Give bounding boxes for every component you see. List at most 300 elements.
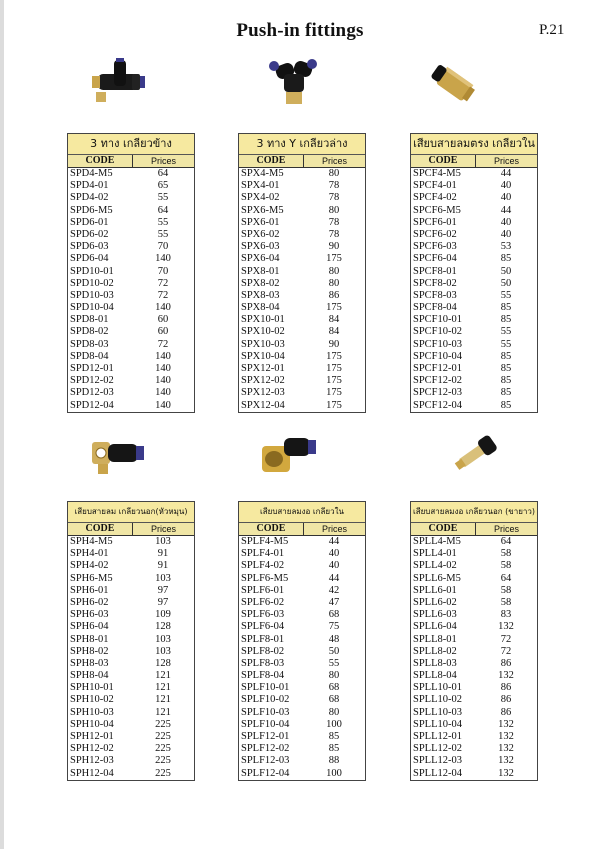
table-row [411,205,537,217]
product-price: 88 [328,755,340,767]
product-code: SPX4-01 [241,180,280,192]
product-code: SPCF8-01 [413,265,457,277]
table-row [411,375,537,387]
product-code: SPX8-01 [241,265,280,277]
product-code: SPLF10-04 [241,718,290,730]
table-row [411,241,537,253]
product-price: 50 [328,645,340,657]
product-code: SPLF10-03 [241,706,290,718]
product-code: SPLL10-01 [413,682,463,694]
prices-header: Prices [132,155,194,167]
table-row [239,646,365,658]
product-code: SPCF12-03 [413,387,463,399]
category-title: เสียบสายลมงอ เกลียวนอก (ขายาว) [411,502,537,523]
table-row [411,560,537,572]
product-price: 40 [500,228,512,240]
code-header: CODE [256,155,286,166]
table-row [239,192,365,204]
product-price: 140 [155,350,171,362]
product-code: SPH8-04 [70,670,109,682]
product-code: SPD8-01 [70,314,109,326]
table-row [239,229,365,241]
product-code: SPX12-02 [241,375,285,387]
product-price: 132 [498,731,514,742]
table-row [239,205,365,217]
product-code: SPCF8-02 [413,277,457,289]
table-body [411,168,537,412]
table-row [68,597,194,609]
product-price: 85 [500,375,512,387]
table-row [68,387,194,399]
product-price: 55 [157,228,169,240]
product-code: SPD6-01 [70,216,109,228]
product-price: 55 [500,289,512,301]
product-code: SPH10-01 [70,682,114,694]
product-code: SPX10-04 [241,350,285,362]
product-price: 40 [328,560,340,572]
product-price: 40 [328,548,340,560]
table-row [411,290,537,302]
product-code: SPX10-02 [241,326,285,338]
product-price: 84 [328,326,340,338]
product-code: SPLL4-M5 [413,536,461,547]
product-price: 85 [500,314,512,326]
product-price: 60 [157,326,169,338]
straight-female-thread-fitting-image [424,60,484,110]
product-price: 175 [326,350,342,362]
table-row [68,363,194,375]
product-price: 44 [500,204,512,216]
product-code: SPLF6-02 [241,596,285,608]
product-price: 55 [328,657,340,669]
product-price: 140 [155,302,171,314]
table-row [239,609,365,621]
product-code: SPCF4-M5 [413,168,461,179]
table-row [239,548,365,560]
product-code: SPH10-02 [70,694,114,706]
category-title: 3 ทาง Y เกลียวล่าง [239,134,365,155]
product-price: 78 [328,192,340,204]
product-price: 103 [155,536,171,547]
product-price: 140 [155,253,171,265]
product-code: SPCF8-03 [413,289,457,301]
product-code: SPX4-M5 [241,168,284,179]
table-row [411,646,537,658]
product-code: SPX8-04 [241,302,280,314]
product-code: SPLF6-01 [241,584,285,596]
product-price: 53 [500,241,512,253]
category-title: เสียบสายลมตรง เกลียวใน [411,134,537,155]
code-header: CODE [256,523,286,534]
table-row [68,205,194,217]
product-price: 86 [500,682,512,694]
product-code: SPD6-02 [70,228,109,240]
product-code: SPX12-03 [241,387,285,399]
product-price: 80 [328,277,340,289]
product-code: SPLL8-03 [413,657,457,669]
product-price: 84 [328,314,340,326]
product-code: SPLF6-04 [241,621,285,633]
product-price: 68 [328,694,340,706]
product-price: 64 [500,536,512,547]
product-price: 58 [500,548,512,560]
product-code: SPLF10-02 [241,694,290,706]
product-price: 72 [157,289,169,301]
table-row [68,302,194,314]
product-code: SPH12-03 [70,755,114,767]
product-code: SPD10-03 [70,289,114,301]
product-price: 40 [500,216,512,228]
table-row [68,290,194,302]
page-edge-shadow [0,0,4,849]
product-price: 90 [328,241,340,253]
table-row [239,573,365,585]
product-code: SPLF12-04 [241,767,290,779]
product-code: SPD10-01 [70,265,114,277]
product-code: SPH4-01 [70,548,109,560]
product-price: 70 [157,241,169,253]
table-row [239,670,365,682]
prices-header: Prices [303,155,365,167]
product-code: SPLF6-03 [241,609,285,621]
table-row [68,314,194,326]
product-price: 175 [326,375,342,387]
product-code: SPH6-01 [70,584,109,596]
product-price: 225 [155,767,171,779]
product-code: SPX8-03 [241,289,280,301]
product-code: SPLF4-02 [241,560,285,572]
table-row [411,731,537,743]
table-row [239,351,365,363]
product-code: SPD10-02 [70,277,114,289]
product-price: 140 [155,375,171,387]
table-row [239,375,365,387]
table-row [411,707,537,719]
table-row [68,375,194,387]
product-code: SPLL8-02 [413,645,457,657]
table-row [68,229,194,241]
product-code: SPLL8-01 [413,633,457,645]
product-code: SPLF8-02 [241,645,285,657]
table-row [239,290,365,302]
product-code: SPX12-04 [241,399,285,411]
product-code: SPX10-01 [241,314,285,326]
category-title: เสียบสายลม เกลียวนอก(หัวหมุน) [68,502,194,523]
table-row [411,573,537,585]
product-code: SPD8-02 [70,326,109,338]
product-price: 58 [500,596,512,608]
product-code: SPH6-03 [70,609,109,621]
product-price: 55 [157,216,169,228]
price-table-spd [67,133,195,413]
table-row [68,573,194,585]
product-price: 85 [500,302,512,314]
product-code: SPH6-M5 [70,572,113,584]
product-price: 225 [155,755,171,767]
table-row [68,731,194,743]
product-price: 58 [500,560,512,572]
table-body [411,536,537,780]
table-row [68,658,194,670]
product-code: SPLF4-M5 [241,536,289,547]
table-row [411,253,537,265]
product-price: 91 [157,560,169,572]
table-row [239,302,365,314]
table-row [68,560,194,572]
product-price: 64 [157,168,169,179]
table-row [239,536,365,548]
product-price: 121 [155,670,171,682]
table-row [68,217,194,229]
table-body [68,168,194,412]
code-header: CODE [85,155,115,166]
table-row [68,719,194,731]
product-code: SPCF10-01 [413,314,463,326]
product-price: 97 [157,584,169,596]
product-code: SPLL6-01 [413,584,457,596]
product-code: SPLF12-03 [241,755,290,767]
product-code: SPH8-02 [70,645,109,657]
table-row [411,682,537,694]
table-row [68,339,194,351]
product-price: 44 [328,572,340,584]
table-row [411,278,537,290]
product-code: SPH10-04 [70,718,114,730]
product-code: SPD8-03 [70,338,109,350]
table-row [68,694,194,706]
product-price: 121 [155,706,171,718]
product-price: 132 [498,755,514,767]
product-price: 100 [326,767,342,779]
product-code: SPH8-01 [70,633,109,645]
table-row [68,755,194,767]
table-row [411,229,537,241]
product-price: 86 [500,706,512,718]
product-price: 70 [157,265,169,277]
product-code: SPD12-03 [70,387,114,399]
product-code: SPLL12-02 [413,743,463,755]
product-price: 58 [500,584,512,596]
product-code: SPD4-02 [70,192,109,204]
table-row [68,609,194,621]
product-code: SPLL4-01 [413,548,457,560]
product-code: SPX12-01 [241,363,285,374]
table-row [411,755,537,767]
product-price: 48 [328,633,340,645]
table-row [239,634,365,646]
product-price: 72 [500,645,512,657]
table-row [239,168,365,180]
product-code: SPD12-02 [70,375,114,387]
table-row [411,634,537,646]
product-price: 60 [157,314,169,326]
table-row [411,536,537,548]
product-price: 42 [328,584,340,596]
table-header [411,155,537,168]
product-price: 55 [157,192,169,204]
table-row [411,609,537,621]
table-row [239,278,365,290]
product-code: SPD6-03 [70,241,109,253]
product-code: SPLF12-01 [241,731,290,742]
product-code: SPCF10-03 [413,338,463,350]
product-price: 72 [157,277,169,289]
table-row [68,400,194,412]
category-title: 3 ทาง เกลียวข้าง [68,134,194,155]
product-price: 80 [328,168,340,179]
product-code: SPH12-02 [70,743,114,755]
table-row [68,266,194,278]
product-code: SPX6-04 [241,253,280,265]
product-price: 86 [500,657,512,669]
product-code: SPCF6-02 [413,228,457,240]
product-code: SPCF12-01 [413,363,463,374]
table-row [411,217,537,229]
table-row [68,707,194,719]
table-row [68,241,194,253]
product-price: 68 [328,609,340,621]
product-code: SPCF12-02 [413,375,463,387]
table-header [68,523,194,536]
product-code: SPLL12-04 [413,767,463,779]
product-price: 128 [155,657,171,669]
price-table-sph [67,501,195,781]
product-price: 72 [157,338,169,350]
product-code: SPH4-02 [70,560,109,572]
product-price: 91 [157,548,169,560]
code-header: CODE [428,523,458,534]
table-row [411,302,537,314]
product-price: 44 [328,536,340,547]
table-header [239,523,365,536]
product-code: SPX8-02 [241,277,280,289]
product-code: SPLL4-02 [413,560,457,572]
product-code: SPLF8-04 [241,670,285,682]
product-code: SPCF4-01 [413,180,457,192]
table-row [68,278,194,290]
product-code: SPCF6-01 [413,216,457,228]
product-code: SPLL10-04 [413,718,463,730]
product-price: 72 [500,633,512,645]
product-code: SPLF10-01 [241,682,290,694]
table-row [239,253,365,265]
table-row [411,363,537,375]
table-row [68,351,194,363]
table-row [239,314,365,326]
product-price: 175 [326,253,342,265]
product-price: 50 [500,265,512,277]
product-code: SPH12-04 [70,767,114,779]
product-price: 225 [155,731,171,742]
tee-side-thread-fitting-image [88,56,148,106]
product-code: SPD8-04 [70,350,109,362]
product-code: SPLL6-02 [413,596,457,608]
product-price: 225 [155,743,171,755]
product-price: 103 [155,645,171,657]
product-code: SPLF6-M5 [241,572,289,584]
table-row [411,266,537,278]
product-price: 90 [328,338,340,350]
product-price: 68 [328,682,340,694]
product-price: 85 [500,399,512,411]
page-title: Push-in fittings [236,20,364,41]
product-price: 75 [328,621,340,633]
product-code: SPH10-03 [70,706,114,718]
product-code: SPLL10-02 [413,694,463,706]
table-row [68,682,194,694]
table-header [239,155,365,168]
product-code: SPX4-02 [241,192,280,204]
product-price: 140 [155,363,171,374]
table-row [411,621,537,633]
table-row [68,326,194,338]
table-row [411,326,537,338]
code-header: CODE [85,523,115,534]
product-code: SPD4-M5 [70,168,113,179]
table-body [68,536,194,780]
product-price: 132 [498,670,514,682]
table-row [239,621,365,633]
table-row [411,351,537,363]
product-code: SPLL6-M5 [413,572,461,584]
table-row [239,339,365,351]
product-price: 132 [498,767,514,779]
product-price: 97 [157,596,169,608]
table-row [239,755,365,767]
product-price: 175 [326,302,342,314]
product-code: SPD12-01 [70,363,114,374]
product-price: 80 [328,204,340,216]
table-row [239,217,365,229]
price-table-spcf [410,133,538,413]
product-price: 128 [155,621,171,633]
product-price: 175 [326,399,342,411]
product-code: SPLL10-03 [413,706,463,718]
table-row [239,266,365,278]
product-price: 64 [500,572,512,584]
table-row [239,387,365,399]
product-price: 80 [328,706,340,718]
elbow-male-thread-long-fitting-image [446,428,502,484]
table-row [411,192,537,204]
product-price: 86 [500,694,512,706]
table-row [239,658,365,670]
product-code: SPX6-01 [241,216,280,228]
product-price: 121 [155,694,171,706]
product-price: 85 [500,253,512,265]
product-price: 55 [500,326,512,338]
product-price: 85 [500,387,512,399]
product-price: 140 [155,387,171,399]
product-code: SPCF4-02 [413,192,457,204]
product-code: SPCF10-04 [413,350,463,362]
table-row [68,585,194,597]
product-price: 109 [155,609,171,621]
product-code: SPLF8-01 [241,633,285,645]
table-row [411,743,537,755]
price-table-splf [238,501,366,781]
table-row [68,536,194,548]
table-row [411,548,537,560]
table-row [239,363,365,375]
product-price: 40 [500,192,512,204]
product-price: 103 [155,572,171,584]
product-price: 132 [498,718,514,730]
product-price: 80 [328,265,340,277]
product-code: SPH4-M5 [70,536,113,547]
page-number: P.21 [539,22,565,38]
elbow-female-thread-fitting-image [258,430,324,482]
